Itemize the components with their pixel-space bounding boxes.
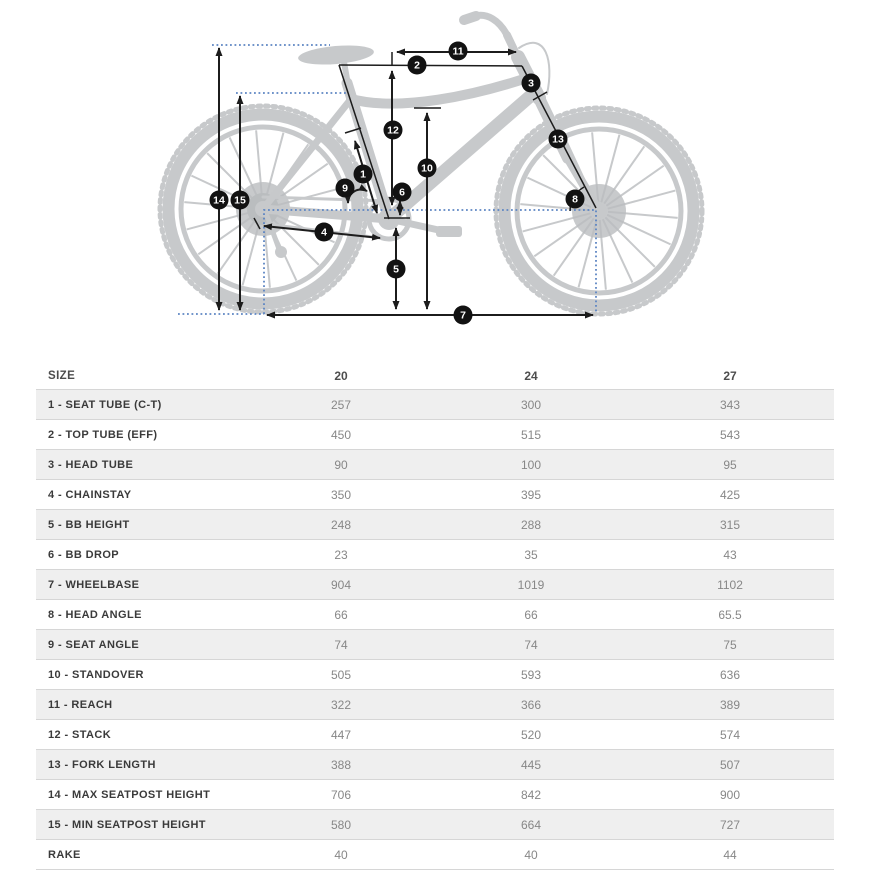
measure-badge-11 bbox=[449, 42, 468, 61]
size-header: SIZE bbox=[48, 369, 76, 382]
measure-badge-15 bbox=[231, 191, 250, 210]
cell-value: 580 bbox=[330, 817, 352, 832]
grip bbox=[464, 16, 476, 20]
badge-number: 8 bbox=[572, 193, 578, 206]
row-label: 10 - STANDOVER bbox=[48, 668, 144, 681]
measure-badge-8 bbox=[566, 190, 585, 209]
row-label: 9 - SEAT ANGLE bbox=[48, 638, 140, 651]
derailleur-pulley bbox=[275, 246, 287, 258]
row-label: 1 - SEAT TUBE (C-T) bbox=[48, 398, 162, 411]
cell-value: 664 bbox=[520, 817, 542, 832]
badge-number: 15 bbox=[234, 194, 246, 207]
row-label: 3 - HEAD TUBE bbox=[48, 458, 134, 471]
cell-value: 366 bbox=[520, 697, 542, 712]
row-label: 14 - MAX SEATPOST HEIGHT bbox=[48, 788, 211, 801]
cell-value: 507 bbox=[719, 757, 741, 772]
cell-value: 35 bbox=[524, 547, 538, 562]
table-header-row bbox=[36, 362, 834, 390]
cell-value: 300 bbox=[520, 397, 542, 412]
cell-value: 44 bbox=[723, 847, 737, 862]
row-label: RAKE bbox=[48, 848, 81, 861]
measure-badge-6 bbox=[393, 183, 412, 202]
row-label: 6 - BB DROP bbox=[48, 548, 120, 561]
row-label: 5 - BB HEIGHT bbox=[48, 518, 130, 531]
row-label: 13 - FORK LENGTH bbox=[48, 758, 156, 771]
cell-value: 1102 bbox=[717, 577, 743, 592]
measure-badge-3 bbox=[522, 74, 541, 93]
cell-value: 95 bbox=[723, 457, 737, 472]
cell-value: 842 bbox=[520, 787, 542, 802]
badge-number: 14 bbox=[213, 194, 225, 207]
cell-value: 322 bbox=[330, 697, 352, 712]
measure-badge-14 bbox=[210, 191, 229, 210]
cell-value: 65.5 bbox=[718, 607, 742, 622]
table-row bbox=[36, 540, 834, 570]
badge-number: 12 bbox=[387, 124, 399, 137]
column-header-20: 20 bbox=[334, 368, 348, 383]
cell-value: 515 bbox=[520, 427, 542, 442]
saddle bbox=[297, 43, 374, 68]
table-row bbox=[36, 570, 834, 600]
cell-value: 100 bbox=[520, 457, 542, 472]
cell-value: 505 bbox=[330, 667, 352, 682]
cell-value: 706 bbox=[330, 787, 352, 802]
cell-value: 23 bbox=[334, 547, 348, 562]
geometry-table bbox=[36, 362, 834, 870]
cell-value: 593 bbox=[520, 667, 542, 682]
cell-value: 425 bbox=[719, 487, 741, 502]
table-row bbox=[36, 420, 834, 450]
cell-value: 66 bbox=[524, 607, 538, 622]
row-label: 2 - TOP TUBE (EFF) bbox=[48, 428, 158, 441]
badge-number: 13 bbox=[552, 133, 564, 146]
cell-value: 445 bbox=[520, 757, 542, 772]
row-label: 4 - CHAINSTAY bbox=[48, 488, 132, 501]
measure-badge-10 bbox=[418, 159, 437, 178]
pedal bbox=[436, 226, 462, 237]
table-row bbox=[36, 660, 834, 690]
cell-value: 74 bbox=[334, 637, 348, 652]
badge-number: 1 bbox=[360, 168, 366, 181]
table-body bbox=[36, 390, 834, 870]
cell-value: 43 bbox=[723, 547, 737, 562]
column-header-24: 24 bbox=[524, 368, 538, 383]
table-row bbox=[36, 600, 834, 630]
badge-number: 9 bbox=[342, 182, 348, 195]
top-tube bbox=[351, 78, 527, 104]
measure-2-top-tube-line bbox=[339, 65, 522, 66]
row-label: 15 - MIN SEATPOST HEIGHT bbox=[48, 818, 206, 831]
measure-badge-13 bbox=[549, 130, 568, 149]
measure-badge-12 bbox=[384, 121, 403, 140]
badge-number: 3 bbox=[528, 77, 534, 90]
cell-value: 350 bbox=[330, 487, 352, 502]
cell-value: 904 bbox=[330, 577, 352, 592]
cell-value: 636 bbox=[719, 667, 741, 682]
table-row bbox=[36, 780, 834, 810]
measure-badge-1 bbox=[354, 165, 373, 184]
cell-value: 66 bbox=[334, 607, 348, 622]
measure-badge-9 bbox=[336, 179, 355, 198]
cell-value: 543 bbox=[719, 427, 741, 442]
cell-value: 574 bbox=[719, 727, 741, 742]
cell-value: 248 bbox=[330, 517, 352, 532]
cell-value: 74 bbox=[524, 637, 538, 652]
cell-value: 450 bbox=[330, 427, 352, 442]
cell-value: 1019 bbox=[517, 577, 545, 592]
row-label: 7 - WHEELBASE bbox=[48, 578, 140, 591]
table-row bbox=[36, 690, 834, 720]
table-row bbox=[36, 480, 834, 510]
table-row bbox=[36, 630, 834, 660]
badge-number: 7 bbox=[460, 309, 466, 322]
table-row bbox=[36, 390, 834, 420]
measure-badge-5 bbox=[387, 260, 406, 279]
cell-value: 288 bbox=[520, 517, 542, 532]
row-label: 8 - HEAD ANGLE bbox=[48, 608, 142, 621]
table-row bbox=[36, 720, 834, 750]
cell-value: 520 bbox=[520, 727, 542, 742]
wheel bbox=[496, 108, 702, 314]
measure-badge-2 bbox=[408, 56, 427, 75]
row-label: 12 - STACK bbox=[48, 728, 112, 741]
badge-number: 10 bbox=[421, 162, 433, 175]
bike-geometry-diagram bbox=[0, 0, 870, 352]
cell-value: 900 bbox=[719, 787, 741, 802]
badge-number: 5 bbox=[393, 263, 399, 276]
cell-value: 388 bbox=[330, 757, 352, 772]
cell-value: 343 bbox=[719, 397, 741, 412]
measure-badge-4 bbox=[315, 223, 334, 242]
measure-badge-7 bbox=[454, 306, 473, 325]
badge-number: 2 bbox=[414, 59, 420, 72]
table-row bbox=[36, 510, 834, 540]
cell-value: 447 bbox=[330, 727, 352, 742]
cell-value: 395 bbox=[520, 487, 542, 502]
cell-value: 257 bbox=[330, 397, 352, 412]
badge-number: 6 bbox=[399, 186, 405, 199]
badge-number: 11 bbox=[452, 45, 464, 58]
column-header-27: 27 bbox=[723, 368, 737, 383]
table-row bbox=[36, 750, 834, 780]
table-row bbox=[36, 450, 834, 480]
cell-value: 90 bbox=[334, 457, 348, 472]
table-row bbox=[36, 840, 834, 870]
cell-value: 389 bbox=[719, 697, 741, 712]
cell-value: 75 bbox=[723, 637, 737, 652]
cell-value: 40 bbox=[524, 847, 538, 862]
cell-value: 315 bbox=[719, 517, 741, 532]
cell-value: 40 bbox=[334, 847, 348, 862]
badge-number: 4 bbox=[321, 226, 327, 239]
row-label: 11 - REACH bbox=[48, 698, 113, 711]
cell-value: 727 bbox=[719, 817, 741, 832]
table-row bbox=[36, 810, 834, 840]
